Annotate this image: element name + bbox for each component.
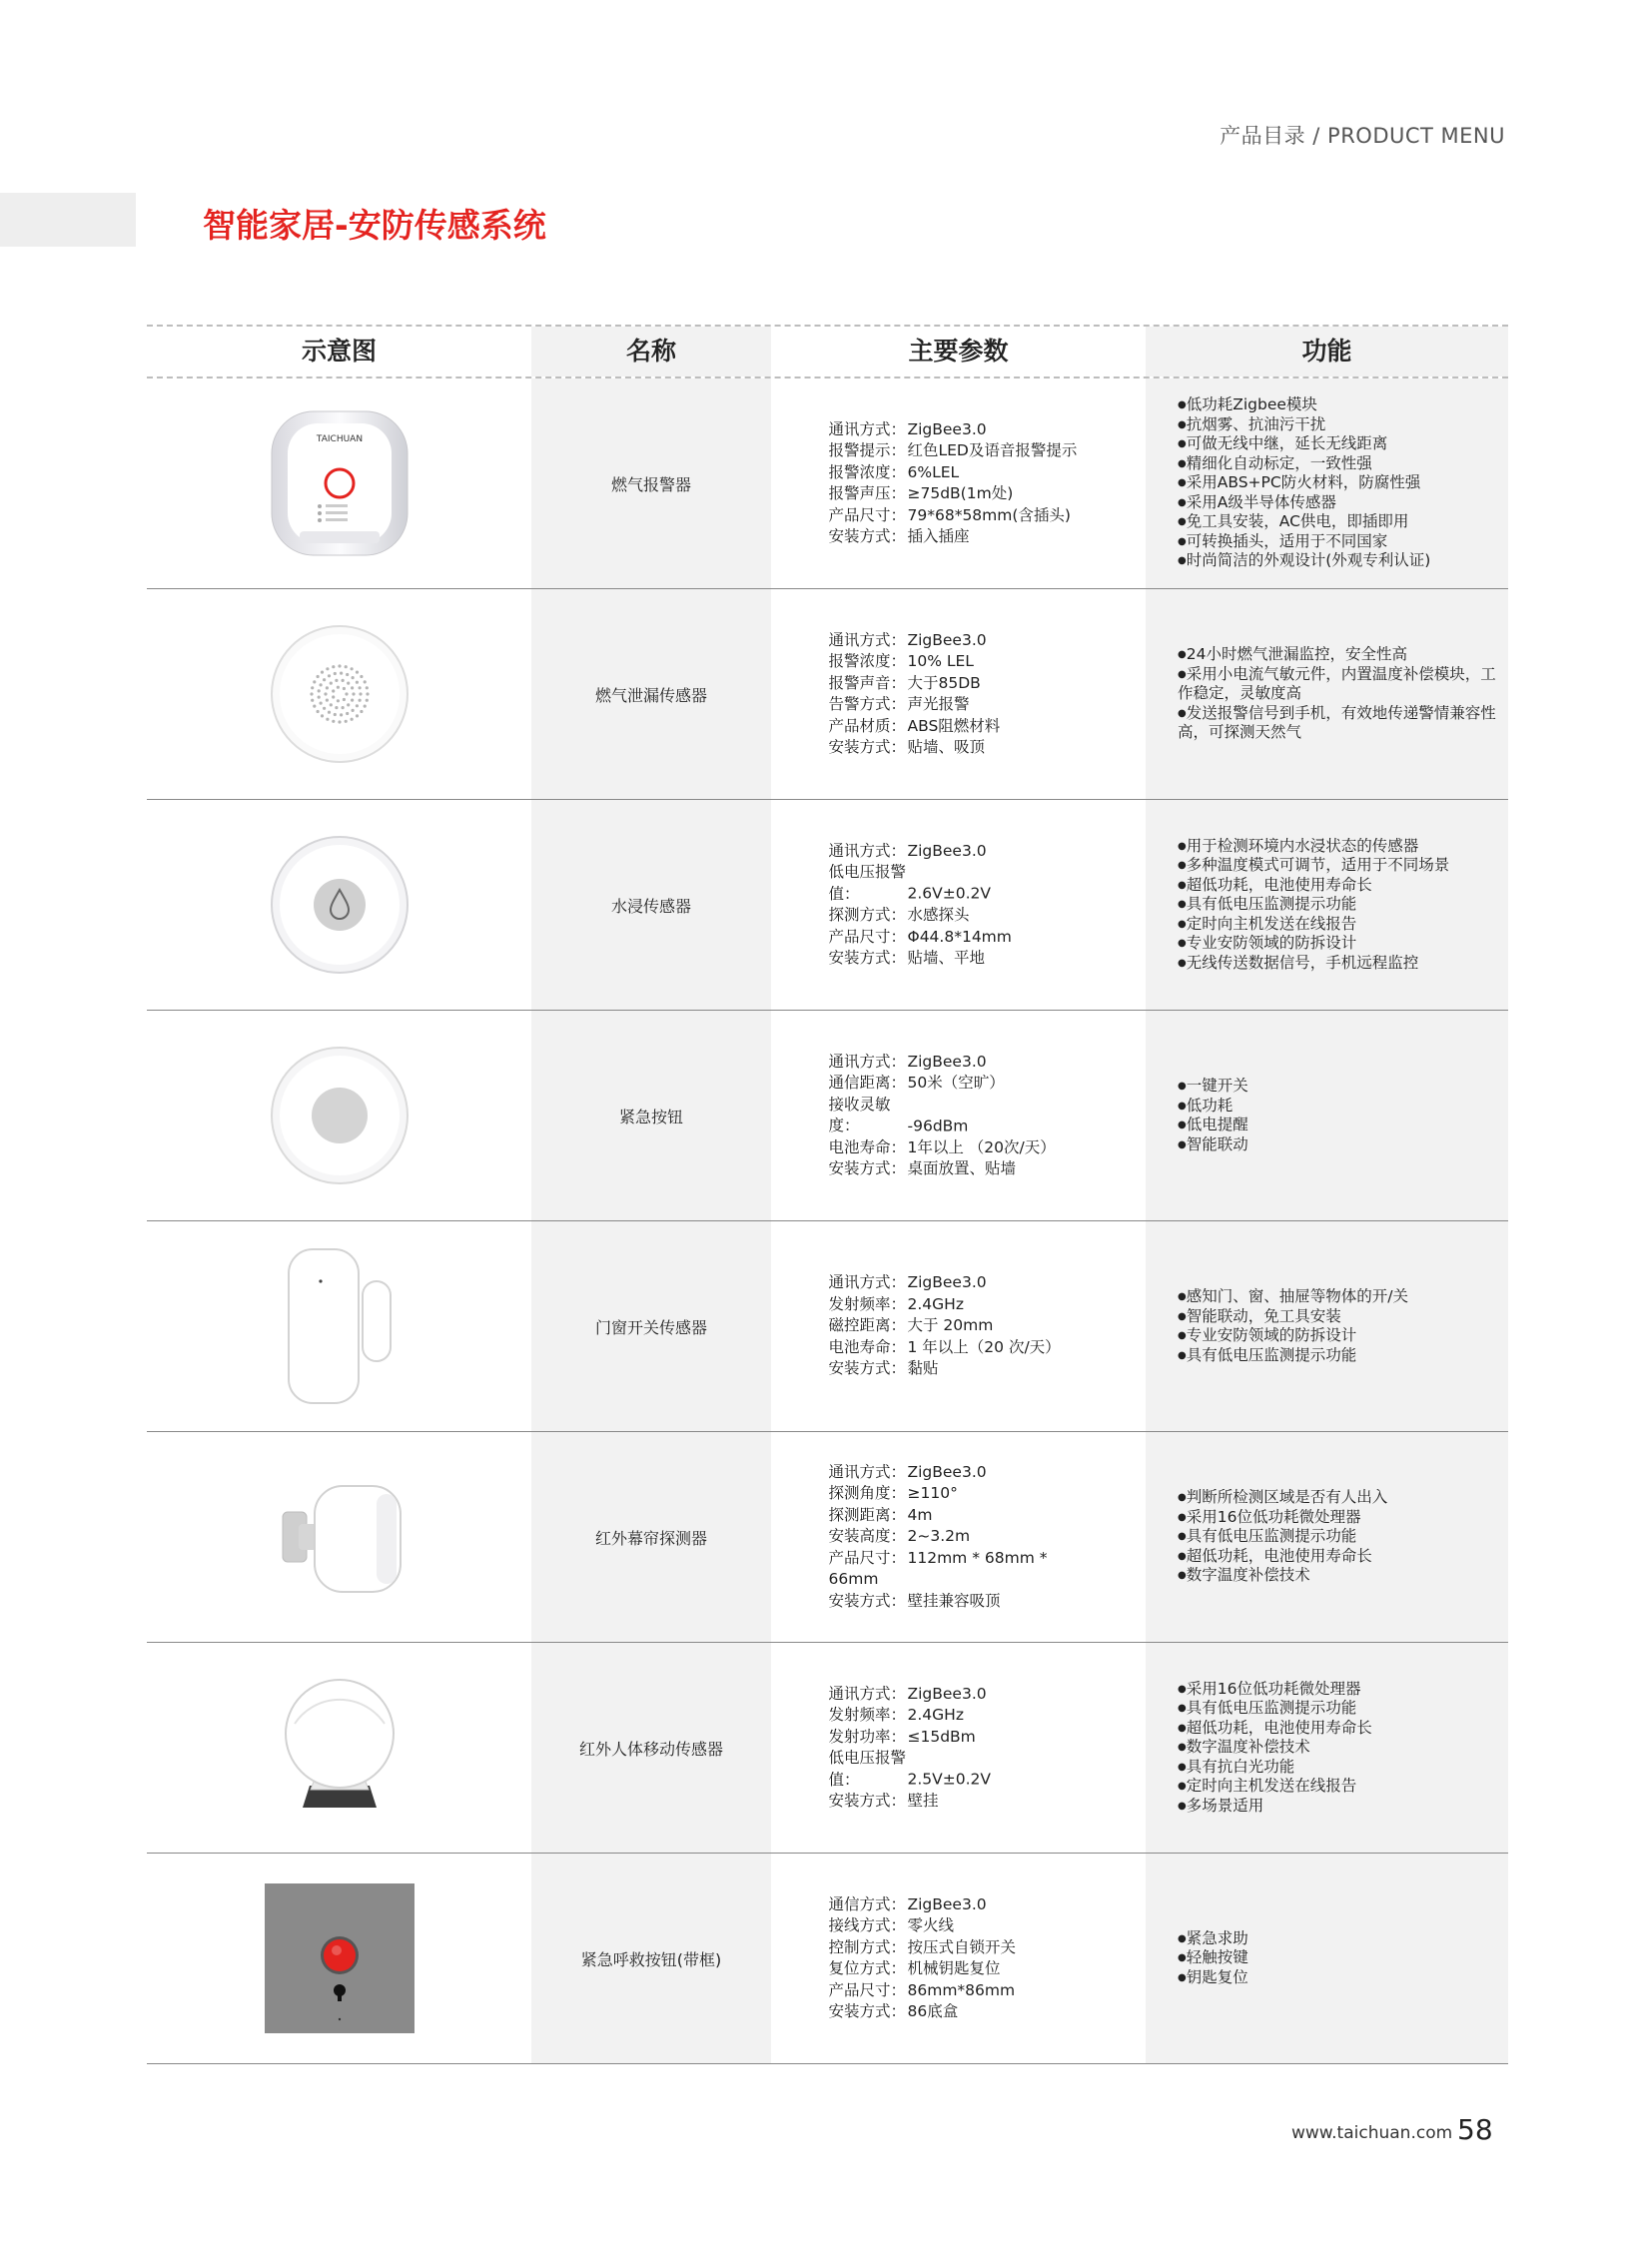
infrared-curtain-detector-icon [147,1432,531,1642]
param-label: 安装高度： [828,1527,907,1546]
param-value: ABS阻燃材料 [907,716,1001,735]
param-label: 发射频率： [828,1294,907,1313]
product-features-cell [1146,1221,1508,1431]
param-line [829,1358,1089,1380]
param-label: 告警方式： [828,695,907,713]
feature-item: ● 采用A级半导体传感器 [1178,493,1430,513]
param-value: 桌面放置、贴墙 [907,1159,1017,1177]
param-label: 电池寿命： [828,1137,907,1156]
param-label: 通讯方式： [828,841,907,860]
product-params-cell [771,1854,1146,2063]
param-value: 6%LEL [907,462,960,481]
param-label: 产品材质： [828,716,907,735]
product-params-cell [771,1643,1146,1853]
table-row [147,1011,1508,1221]
param-label: 安装方式： [828,1359,907,1378]
features-list [1178,837,1449,974]
param-label: 复位方式： [828,1959,907,1977]
param-label: 报警声压： [828,484,907,502]
param-label: 安装方式： [828,1792,907,1810]
param-line [829,862,1089,905]
param-line [829,841,1089,863]
param-line [829,1137,1089,1159]
param-label: 低电压报警值： [828,1749,907,1789]
features-list [1178,1680,1372,1817]
feature-item: ● 定时向主机发送在线报告 [1178,1777,1372,1797]
param-line [829,1073,1089,1095]
product-name: 燃气报警器 [531,378,771,588]
param-line [829,1052,1089,1074]
param-value: 水感探头 [907,906,970,924]
feature-item: ● 可转换插头，适用于不同国家 [1178,532,1430,552]
product-features-cell [1146,800,1508,1010]
feature-item: ● 可做无线中继，延长无线距离 [1178,434,1430,454]
param-line [829,2001,1089,2023]
feature-item: ● 发送报警信号到手机，有效地传递警情兼容性高，可探测天然气 [1178,704,1508,743]
gas-alarm-device-icon [147,378,531,588]
param-line [829,1505,1089,1527]
param-value: ZigBee3.0 [907,1462,987,1481]
param-label: 安装方式： [828,738,907,756]
param-value: 插入插座 [907,527,970,545]
feature-item: ● 多场景适用 [1178,1797,1372,1817]
door-window-sensor-icon [147,1221,531,1431]
features-list [1178,395,1430,571]
feature-item: ● 采用16位低功耗微处理器 [1178,1508,1387,1528]
param-label: 通讯方式： [828,1273,907,1292]
product-features-cell [1146,1011,1508,1220]
param-label: 探测方式： [828,906,907,924]
param-label: 通讯方式： [828,419,907,438]
param-value: 黏贴 [907,1359,939,1378]
param-label: 安装方式： [828,527,907,545]
feature-item: ● 无线传送数据信号，手机远程监控 [1178,954,1449,974]
param-line [829,716,1089,738]
feature-item: ● 专业安防领域的防拆设计 [1178,934,1449,954]
param-label: 探测角度： [828,1484,907,1503]
gas-leak-sensor-icon [147,589,531,799]
param-value: ZigBee3.0 [907,1684,987,1703]
feature-item: ● 具有低电压监测提示功能 [1178,1527,1387,1547]
param-line [829,526,1089,548]
param-line [829,1294,1089,1316]
param-value: 2.5V±0.2V [907,1770,991,1789]
param-line [829,419,1089,441]
param-label: 通讯方式： [828,1462,907,1481]
param-line [829,737,1089,759]
param-line [829,1705,1089,1727]
product-features-cell [1146,1643,1508,1853]
feature-item: ● 低电提醒 [1178,1116,1248,1135]
param-label: 磁控距离： [828,1316,907,1335]
param-value: ZigBee3.0 [907,1894,987,1913]
param-line [829,630,1089,652]
param-line [829,651,1089,673]
features-list [1178,645,1508,743]
table-row [147,1432,1508,1643]
param-line [829,1591,1089,1613]
param-line [829,1526,1089,1548]
param-value: 2.4GHz [907,1706,964,1724]
feature-item: ● 感知门、窗、抽屉等物体的开/关 [1178,1287,1408,1307]
param-value: 1 年以上（20 次/天） [907,1337,1061,1356]
param-label: 安装方式： [828,949,907,967]
table-row [147,1854,1508,2064]
param-label: 通信距离： [828,1074,907,1092]
column-header-image: 示意图 [301,337,377,366]
param-value: 2.4GHz [907,1294,964,1313]
column-header-params: 主要参数 [908,337,1009,366]
param-line [829,1158,1089,1180]
param-label: 接线方式： [828,1916,907,1934]
product-params-cell [771,800,1146,1010]
feature-item: ● 精细化自动标定，一致性强 [1178,454,1430,474]
param-line [829,1095,1089,1137]
param-label: 安装方式： [828,1159,907,1177]
param-value: ZigBee3.0 [907,630,987,649]
feature-item: ● 专业安防领域的防拆设计 [1178,1326,1408,1346]
feature-item: ● 一键开关 [1178,1077,1248,1097]
param-label: 报警浓度： [828,462,907,481]
param-line [829,505,1089,527]
feature-item: ● 智能联动 [1178,1135,1248,1155]
param-label: 安装方式： [828,2002,907,2020]
param-label: 电池寿命： [828,1337,907,1356]
param-value: -96dBm [907,1117,969,1134]
param-value: 按压式自锁开关 [907,1937,1017,1956]
feature-item: ● 具有低电压监测提示功能 [1178,1346,1408,1366]
product-features-cell [1146,378,1508,588]
product-menu-label: 产品目录 / PRODUCT MENU [1220,124,1505,148]
param-label: 探测距离： [828,1505,907,1524]
footer-url: www.taichuan.com [1291,2123,1453,2143]
table-row [147,1643,1508,1854]
params-list [829,1684,1089,1813]
param-line [829,1548,1089,1591]
param-line [829,1894,1089,1916]
param-line [829,440,1089,462]
param-value: 声光报警 [907,695,970,713]
feature-item: ● 低功耗Zigbee模块 [1178,395,1430,415]
product-name: 燃气泄漏传感器 [531,589,771,799]
table-row [147,800,1508,1011]
param-value: 红色LED及语音报警提示 [907,441,1078,459]
feature-item: ● 轻触按键 [1178,1948,1248,1968]
param-value: ZigBee3.0 [907,1273,987,1292]
param-line [829,1727,1089,1749]
feature-item: ● 抗烟雾、抗油污干扰 [1178,415,1430,435]
features-list [1178,1077,1248,1154]
param-line [829,694,1089,716]
param-value: 86底盒 [907,2002,959,2020]
param-label: 产品尺寸： [828,1980,907,1999]
param-value: 4m [907,1505,933,1524]
param-label: 接收灵敏度： [828,1095,891,1134]
params-list [829,630,1089,759]
params-list [829,1462,1089,1613]
page-title: 智能家居-安防传感系统 [203,206,546,245]
product-features-cell [1146,589,1508,799]
feature-item: ● 具有低电压监测提示功能 [1178,1699,1372,1719]
pir-motion-sensor-icon [147,1643,531,1853]
param-line [829,462,1089,484]
column-header-features: 功能 [1146,327,1508,376]
param-value: 贴墙、吸顶 [907,738,986,756]
page-number: 58 [1457,2113,1493,2146]
emergency-button-icon [147,1011,531,1220]
param-value: ZigBee3.0 [907,1052,987,1071]
param-label: 产品尺寸： [828,927,907,946]
param-value: 50米（空旷） [907,1074,1005,1092]
feature-item: ● 多种温度模式可调节，适用于不同场景 [1178,856,1449,876]
feature-item: ● 数字温度补偿技术 [1178,1738,1372,1758]
param-value: 2.6V±0.2V [907,884,991,903]
features-list [1178,1287,1408,1365]
feature-item: ● 24小时燃气泄漏监控，安全性高 [1178,645,1508,665]
param-line [829,1684,1089,1706]
param-value: 1年以上 （20次/天） [907,1137,1056,1156]
param-line [829,948,1089,970]
feature-item: ● 免工具安装，AC供电，即插即用 [1178,512,1430,532]
water-leak-sensor-icon [147,800,531,1010]
table-row [147,1221,1508,1432]
param-label: 通讯方式： [828,630,907,649]
feature-item: ● 具有低电压监测提示功能 [1178,895,1449,915]
feature-item: ● 采用ABS+PC防火材料，防腐性强 [1178,473,1430,493]
param-value: 大于 20mm [907,1316,994,1335]
param-line [829,1462,1089,1484]
params-list [829,1272,1089,1380]
param-line [829,905,1089,927]
param-label: 产品尺寸： [828,505,907,524]
param-value: 零火线 [907,1916,955,1934]
param-value: 壁挂 [907,1792,939,1810]
product-params-cell [771,1432,1146,1642]
params-list [829,419,1089,548]
feature-item: ● 采用16位低功耗微处理器 [1178,1680,1372,1700]
params-list [829,1894,1089,2023]
param-label: 报警声音： [828,673,907,692]
column-header-name: 名称 [531,327,771,376]
product-name: 红外幕帘探测器 [531,1432,771,1642]
param-label: 报警提示： [828,441,907,459]
feature-item: ● 钥匙复位 [1178,1968,1248,1988]
product-name: 水浸传感器 [531,800,771,1010]
table-body [147,378,1508,2064]
product-name: 紧急呼救按钮(带框) [531,1854,771,2063]
feature-item: ● 超低功耗，电池使用寿命长 [1178,1547,1387,1567]
table-row [147,589,1508,800]
product-name: 门窗开关传感器 [531,1221,771,1431]
param-label: 产品尺寸： [828,1548,907,1567]
params-list [829,841,1089,970]
param-line [829,1791,1089,1813]
param-value: 大于85DB [907,673,981,692]
param-line [829,1937,1089,1959]
param-value: Φ44.8*14mm [907,927,1012,946]
emergency-call-button-panel-icon [147,1854,531,2063]
product-params-cell [771,378,1146,588]
param-value: 86mm*86mm [907,1980,1016,1999]
param-value: ZigBee3.0 [907,419,987,438]
product-name: 紧急按钮 [531,1011,771,1220]
param-label: 安装方式： [828,1591,907,1610]
param-line [829,483,1089,505]
product-params-cell [771,589,1146,799]
param-value: ≥110° [907,1484,958,1503]
feature-item: ● 超低功耗，电池使用寿命长 [1178,876,1449,896]
param-label: 低电压报警值： [828,863,907,903]
param-label: 通讯方式： [828,1052,907,1071]
feature-item: ● 用于检测环境内水浸状态的传感器 [1178,837,1449,857]
param-line [829,1272,1089,1294]
features-list [1178,1929,1248,1988]
feature-item: ● 定时向主机发送在线报告 [1178,915,1449,935]
feature-item: ● 具有抗白光功能 [1178,1758,1372,1778]
feature-item: ● 时尚简洁的外观设计(外观专利认证) [1178,551,1430,571]
param-label: 通信方式： [828,1894,907,1913]
param-value: 112mm * 68mm * 66mm [828,1548,1048,1589]
product-features-cell [1146,1432,1508,1642]
header-gray-tab [0,193,136,247]
product-features-cell [1146,1854,1508,2063]
table-header [147,327,1508,376]
features-list [1178,1488,1387,1586]
feature-item: ● 采用小电流气敏元件，内置温度补偿模块，工作稳定，灵敏度高 [1178,665,1508,704]
feature-item: ● 判断所检测区域是否有人出入 [1178,1488,1387,1508]
param-line [829,1915,1089,1937]
table-row [147,378,1508,589]
param-value: 贴墙、平地 [907,949,986,967]
param-value: 壁挂兼容吸顶 [907,1591,1001,1610]
param-line [829,927,1089,949]
feature-item: ● 紧急求助 [1178,1929,1248,1949]
feature-item: ● 数字温度补偿技术 [1178,1566,1387,1586]
param-line [829,1958,1089,1980]
device-brand-text: TAICHUAN [316,434,363,444]
product-name: 红外人体移动传感器 [531,1643,771,1853]
param-label: 通讯方式： [828,1684,907,1703]
param-value: ZigBee3.0 [907,841,987,860]
param-line [829,1748,1089,1791]
product-params-cell [771,1011,1146,1220]
param-line [829,673,1089,695]
param-line [829,1315,1089,1337]
param-label: 发射功率： [828,1727,907,1746]
param-label: 控制方式： [828,1937,907,1956]
feature-item: ● 低功耗 [1178,1097,1248,1117]
param-line [829,1337,1089,1359]
param-value: 79*68*58mm(含插头) [907,505,1071,524]
param-value: 2~3.2m [907,1527,971,1546]
param-value: ≤15dBm [907,1727,976,1746]
param-label: 报警浓度： [828,652,907,670]
param-line [829,1483,1089,1505]
feature-item: ● 智能联动，免工具安装 [1178,1307,1408,1327]
params-list [829,1052,1089,1180]
param-value: 机械钥匙复位 [907,1959,1001,1977]
product-params-cell [771,1221,1146,1431]
param-value: ≥75dB(1m处) [907,484,1014,502]
product-table [147,325,1508,2064]
feature-item: ● 超低功耗，电池使用寿命长 [1178,1719,1372,1739]
param-label: 发射频率： [828,1706,907,1724]
param-line [829,1980,1089,2002]
param-value: 10% LEL [907,652,974,670]
